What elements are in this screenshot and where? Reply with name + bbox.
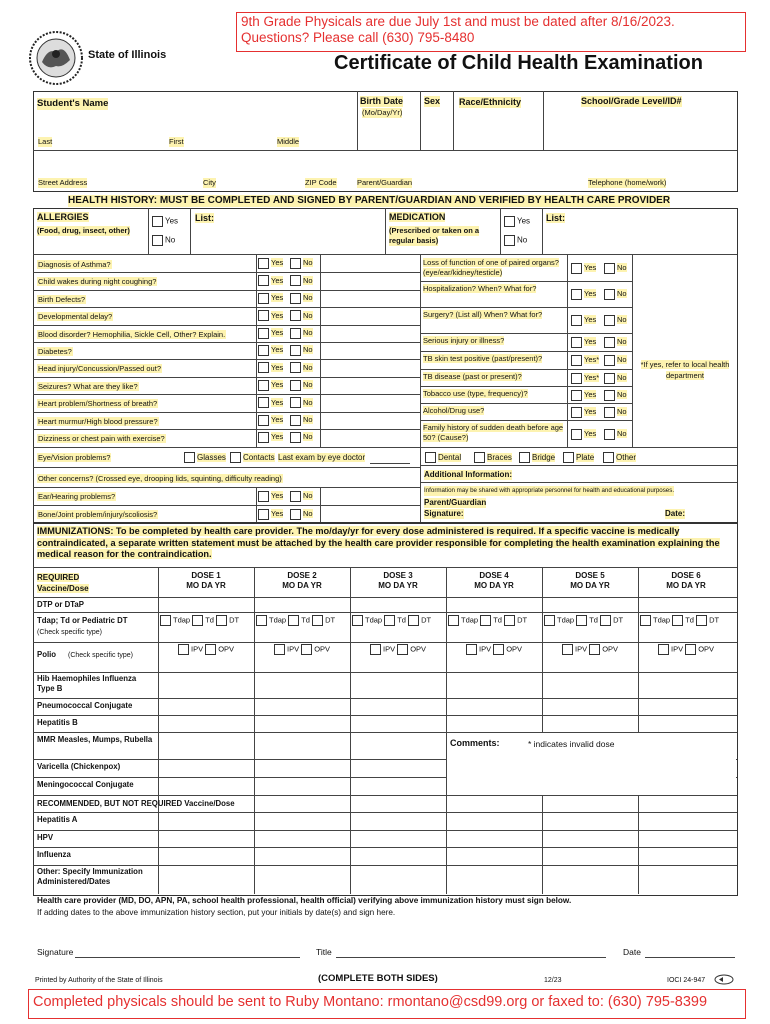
recommended-label: RECOMMENDED, BUT NOT REQUIRED Vaccine/Dose [37,799,235,808]
signature-line[interactable] [75,957,300,958]
zip-label: ZIP Code [305,178,337,187]
history-header: HEALTH HISTORY: MUST BE COMPLETED AND SIGNED BY PARENT/GUARDIAN AND VERIFIED BY HEALTH CARE PROVIDER [68,195,671,206]
history-no-checkbox[interactable]: No [290,310,313,321]
ear-yes[interactable]: Yes [258,491,283,502]
dose-header: DOSE 3 MO DA YR [378,571,418,590]
student-name-label: Student's Name [37,98,109,109]
phone-label: Telephone (home/work) [588,178,667,187]
recommended-row-label: Other: Specify Immunization Administered/Dates [37,867,143,886]
history-no-checkbox[interactable]: No [604,373,627,384]
history-no-checkbox[interactable]: No [604,263,627,274]
last-label: Last [38,137,53,146]
history-question-label: Surgery? (List all) When? What for? [423,310,543,319]
middle-label: Middle [277,137,300,146]
comments-label: Comments: [450,738,500,748]
history-question-label: Head injury/Concussion/Passed out? [38,364,161,374]
history-yes-checkbox[interactable]: Yes [258,362,283,373]
bone-joint-label: Bone/Joint problem/injury/scoliosis? [38,510,158,519]
state-name: State of Illinois [88,49,167,61]
vaccine-row-label: Meningococcal Conjugate [37,780,134,789]
polio-type-checkboxes[interactable]: IPV OPV [370,644,426,655]
history-no-checkbox[interactable]: No [290,415,313,426]
additional-info-label: Additional Information: [424,470,512,479]
history-yes-checkbox[interactable]: Yes [258,310,283,321]
ear-hearing-label: Ear/Hearing problems? [38,492,116,501]
allergies-no[interactable]: No [152,235,175,246]
polio-sub: (Check specific type) [68,652,133,659]
history-yes-checkbox[interactable]: Yes [258,328,283,339]
history-question-label: Serious injury or illness? [423,336,505,345]
contacts-checkbox[interactable]: Contacts [230,452,275,463]
history-yes-checkbox[interactable]: Yes [571,407,596,418]
history-question-label: Developmental delay? [38,312,113,322]
history-yes-checkbox[interactable]: Yes [258,293,283,304]
bone-yes[interactable]: Yes [258,509,283,520]
history-no-checkbox[interactable]: No [290,258,313,269]
polio-type-checkboxes[interactable]: IPV OPV [274,644,330,655]
invalid-dose-note: * indicates invalid dose [528,739,615,749]
footer-date: 12/23 [544,977,562,984]
history-yes-checkbox[interactable]: Yes [258,345,283,356]
medication-sub1: (Prescribed or taken on a [389,226,480,235]
allergies-yes[interactable]: Yes [152,216,178,227]
history-no-checkbox[interactable]: No [604,390,627,401]
history-question-label: Loss of function of one of paired organs? (eye/ear/kidney/testicle) [423,258,559,277]
bridge-checkbox[interactable]: Bridge [519,452,555,463]
vaccine-row-label: Hepatitis B [37,718,78,727]
tdap-type-checkboxes[interactable]: Tdap Td DT [256,615,335,626]
history-question-label: Heart problem/Shortness of breath? [38,399,158,409]
other-concerns-label: Other concerns? (Crossed eye, drooping lids, squinting, difficulty reading) [38,474,282,483]
vaccine-row-label: Tdap; Td or Pediatric DT [37,616,128,625]
history-yes-checkbox[interactable]: Yes [258,258,283,269]
history-question-label: Alcohol/Drug use? [423,406,485,415]
history-question-label: TB disease (past or present)? [423,372,522,381]
history-question-label: Hospitalization? When? What for? [423,284,537,293]
tdap-sub: (Check specific type) [37,629,102,636]
recommended-row-label: Hepatitis A [37,815,78,824]
provider-line1: Health care provider (MD, DO, APN, PA, school health professional, health official) verifying above immunization history must sign below. [37,896,572,905]
medication-no[interactable]: No [504,235,527,246]
history-yes-checkbox[interactable]: Yes* [571,355,599,366]
history-question-label: Heart murmur/High blood pressure? [38,416,158,426]
first-label: First [169,137,184,146]
history-yes-checkbox[interactable]: Yes [571,429,596,440]
history-no-checkbox[interactable]: No [290,397,313,408]
history-no-checkbox[interactable]: No [604,337,627,348]
history-yes-checkbox[interactable]: Yes* [571,373,599,384]
vaccine-row-label: DTP or DTaP [37,600,84,609]
required-label: REQUIRED Vaccine/Dose [37,573,89,593]
form-title: Certificate of Child Health Examination [334,52,703,74]
top-notice-line2: Questions? Please call (630) 795-8480 [241,30,475,45]
vaccine-row-label: MMR Measles, Mumps, Rubella [37,735,153,744]
history-yes-checkbox[interactable]: Yes [258,380,283,391]
title-label: Title [316,947,332,957]
medication-yes[interactable]: Yes [504,216,530,227]
pg-date-label: Date: [665,509,686,518]
footer-printed: Printed by Authority of the State of Illinois [35,977,163,984]
vaccine-row-label: Polio [37,650,57,659]
dose-header: DOSE 4 MO DA YR [474,571,514,590]
bone-no[interactable]: No [290,509,313,520]
history-no-checkbox[interactable]: No [290,362,313,373]
dose-header: DOSE 6 MO DA YR [666,571,706,590]
history-question-label: Child wakes during night coughing? [38,277,157,287]
history-question-label: Family history of sudden death before age 50? (Cause?) [423,423,564,442]
history-no-checkbox[interactable]: No [604,315,627,326]
eye-vision-label: Eye/Vision problems? [38,453,111,462]
birth-date-label: Birth Date [360,96,404,106]
history-no-checkbox[interactable]: No [290,293,313,304]
tdap-type-checkboxes[interactable]: Tdap Td DT [352,615,431,626]
date-label: Date [623,947,641,957]
allergies-label: ALLERGIES [37,212,89,222]
history-yes-checkbox[interactable]: Yes [258,415,283,426]
history-yes-checkbox[interactable]: Yes [571,315,596,326]
history-question-label: Seizures? What are they like? [38,381,138,391]
polio-type-checkboxes[interactable]: IPV OPV [178,644,234,655]
medication-label: MEDICATION [389,212,446,222]
history-question-label: Diabetes? [38,347,72,356]
tdap-type-checkboxes[interactable]: Tdap Td DT [448,615,527,626]
history-yes-checkbox[interactable]: Yes [258,397,283,408]
state-seal-icon [28,30,84,86]
recommended-row-label: Influenza [37,850,71,859]
date-line[interactable] [645,957,735,958]
top-notice [236,12,746,52]
history-question-label: Diagnosis of Asthma? [38,260,111,269]
polio-type-checkboxes[interactable]: IPV OPV [658,644,714,655]
vaccine-row-label: Pneumococcal Conjugate [37,701,133,710]
birth-date-sub: (Mo/Day/Yr) [362,108,403,117]
history-yes-checkbox[interactable]: Yes [571,337,596,348]
history-question-label: Dizziness or chest pain with exercise? [38,434,165,443]
pg-signature-label1: Parent/Guardian [424,498,487,507]
tdap-type-checkboxes[interactable]: Tdap Td DT [640,615,719,626]
history-yes-checkbox[interactable]: Yes [258,432,283,443]
recycle-icon [714,974,734,985]
info-share-text: Information may be shared with appropriate personnel for health and educational purposes. [424,487,675,494]
braces-checkbox[interactable]: Braces [474,452,512,463]
top-notice-line1: 9th Grade Physicals are due July 1st and must be dated after 8/16/2023. [241,14,675,29]
dental-checkbox[interactable]: Dental [425,452,461,463]
polio-type-checkboxes[interactable]: IPV OPV [562,644,618,655]
vaccine-row-label: Varicella (Chickenpox) [37,762,121,771]
medication-sub2: regular basis) [389,236,439,245]
bottom-notice: Completed physicals should be sent to Ruby Montano: rmontano@csd99.org or faxed to: (630) 795-8399 [28,989,746,1019]
medication-list-label: List: [546,213,565,223]
history-question-label: Blood disorder? Hemophilia, Sickle Cell, Other? Explain. [38,329,226,339]
provider-line2: If adding dates to the above immunization history section, put your initials by date(s) and sign here. [37,908,396,917]
dose-header: DOSE 1 MO DA YR [186,571,226,590]
tb-note: *If yes, refer to local health department [640,360,730,380]
history-no-checkbox[interactable]: No [290,345,313,356]
history-yes-checkbox[interactable]: Yes [258,275,283,286]
history-no-checkbox[interactable]: No [290,380,313,391]
glasses-checkbox[interactable]: Glasses [184,452,226,463]
dose-header: DOSE 5 MO DA YR [570,571,610,590]
tdap-type-checkboxes[interactable]: Tdap Td DT [544,615,623,626]
history-question-label: Tobacco use (type, frequency)? [423,389,528,398]
history-question-label: Birth Defects? [38,294,86,304]
parent-label: Parent/Guardian [357,178,413,187]
dose-header: DOSE 2 MO DA YR [282,571,322,590]
history-no-checkbox[interactable]: No [604,289,627,300]
signature-label: Signature [37,947,74,957]
footer-complete: (COMPLETE BOTH SIDES) [318,973,438,984]
ear-no[interactable]: No [290,491,313,502]
history-no-checkbox[interactable]: No [290,432,313,443]
history-yes-checkbox[interactable]: Yes [571,289,596,300]
street-label: Street Address [38,178,88,187]
school-label: School/Grade Level/ID# [581,96,682,106]
history-question-label: TB skin test positive (past/present)? [423,354,543,363]
last-exam-label: Last exam by eye doctor [278,453,366,462]
sex-label: Sex [424,96,441,106]
tdap-type-checkboxes[interactable]: Tdap Td DT [160,615,239,626]
history-no-checkbox[interactable]: No [604,355,627,366]
history-yes-checkbox[interactable]: Yes [571,390,596,401]
footer-code: IOCI 24-947 [667,977,706,984]
polio-type-checkboxes[interactable]: IPV OPV [466,644,522,655]
other-checkbox[interactable]: Other [603,452,636,463]
allergies-sub: (Food, drug, insect, other) [37,226,130,235]
recommended-row-label: HPV [37,833,54,842]
allergies-list-label: List: [195,213,214,223]
history-no-checkbox[interactable]: No [290,328,313,339]
history-yes-checkbox[interactable]: Yes [571,263,596,274]
history-no-checkbox[interactable]: No [604,429,627,440]
title-line[interactable] [336,957,606,958]
pg-signature-label2: Signature: [424,509,464,518]
immunization-header: IMMUNIZATIONS: To be completed by health care provider. The mo/day/yr for every dose administered is required. If a specific vaccine is medically contraindicated, a separate written statement must be attached by the health care provider responsible for completing the health examination explaining the medical reason for the contraindication. [37,526,720,560]
vaccine-row-label: Hib Haemophiles Influenza Type B [37,674,137,693]
plate-checkbox[interactable]: Plate [563,452,594,463]
race-label: Race/Ethnicity [459,97,522,107]
city-label: City [203,178,216,187]
history-no-checkbox[interactable]: No [290,275,313,286]
history-no-checkbox[interactable]: No [604,407,627,418]
